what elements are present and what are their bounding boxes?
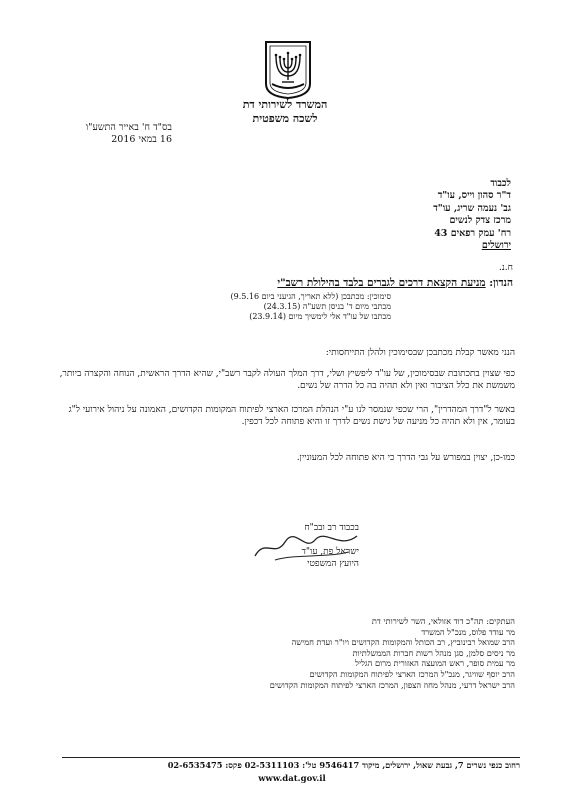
signature-title: היועץ המשפטי: [307, 559, 359, 569]
copy-recipient: מר עמית סופר, ראש המועצה האזורית מרום הגליל: [355, 658, 515, 669]
signature-closing: בכבוד רב ובב"ח: [304, 523, 359, 533]
reference-item: מכתבי מיום ד' בניסן תשע"ה (24.3.15): [263, 302, 391, 311]
letter-date: [32, 122, 172, 146]
addressee-block: [291, 178, 511, 252]
copy-recipient: תה"כ דוד אזולאי, השר לשירותי דת: [371, 616, 484, 626]
footer-divider: [62, 757, 520, 758]
copy-recipient: הרב ישראל דרעי, מנהל מחוז הצפון, המרכז הארצי לפיתוח המקומות הקדושים: [269, 679, 515, 690]
date-hebrew: בס"ד ח' באייר התשע"ו: [85, 122, 172, 133]
addressee-to: לכבוד: [490, 178, 511, 189]
addressee-line3: מרכז צדק לנשים: [449, 215, 511, 227]
ministry-name: המשרד לשירותי דת: [242, 98, 328, 111]
body-paragraph-3: באשר ל"דרך המהדרין", הרי שכפי שנמסר לנו ע"י הנהלת המרכז הארצי לפיתוח המקומות הקדושים, האמונה על ניהול אירועי ל"ג בעומר, אין ולא תהיה כל מניעה של גישת נשים לדרך זו והיא פתוחה לכל דכפין.: [68, 405, 515, 427]
addressee-line4: רח' עמק רפאים 43: [434, 227, 511, 239]
body-paragraph-2: כפי שצוין בתכתובת שבסימוכין, של עו"ד ליפשיץ ושלי, דרך המלך העולה לקבר רשב"י, שהיא הדרך הראשית, הנוחה והקצרה ביותר, משמשת את כלל הציבור ואין ולא תהיה בה כל הדרה של נשים.: [59, 369, 515, 391]
copy-recipient: הרב יוסף שוויגר, מנכ"ל המרכז הארצי לפיתוח המקומות הקדושים: [309, 668, 515, 679]
copies-block: [75, 616, 515, 690]
reference-item: סימוכין: מכתבכן (ללא תאריך, הגיעני ביום 9.5.16): [230, 292, 391, 301]
footer-address: רחוב כנפי נשרים 7, גבעת שאול, ירושלים, מיקוד 9546417 טל': 02-5311103 פקס: 02-6535475: [167, 760, 520, 770]
reference-item: מכתבו של עו"ד אלי לימשיך מיום (23.9.14): [249, 312, 391, 321]
handwritten-signature: [245, 528, 365, 564]
signature-name: ישראל פת, עו"ד: [301, 547, 359, 557]
greeting: ח.נ.: [499, 263, 513, 273]
department-name: לשכה משפטית: [252, 112, 318, 125]
ministry-header: [180, 98, 390, 126]
subject-line: [113, 277, 513, 289]
addressee-line1: ד"ר סהון וייס, עו"ד: [437, 190, 511, 202]
copy-recipient: מר עודד פלוס, מנכ"ל המשרד: [421, 626, 515, 637]
date-gregorian: 16 במאי 2016: [111, 134, 172, 145]
subject-text: מניעת הקצאת דרכים לגברים בלבד בהילולת רשב"י: [277, 277, 486, 289]
body-paragraph-1: הנני מאשר קבלת מכתבכן שבסימוכין ולהלן התייחסותי:: [325, 348, 515, 358]
addressee-line2: גב' נעמה שריג, עו"ד: [433, 202, 511, 214]
body-paragraph-4: כמו-כן, יצוין במפורש על גבי הדרך כי היא פתוחה לכל המעוניין.: [296, 453, 515, 463]
copy-recipient: מר ניסים סלמן, סגן מנהל רשות חברות הממשלתיות: [352, 647, 515, 658]
state-emblem-logo: [262, 40, 314, 100]
subject-label: הנדון:: [489, 277, 513, 289]
copy-recipient: הרב שמואל רבינוביץ, רב הכותל והמקומות הקדושים ויו"ר ועדת חמישה: [291, 637, 515, 648]
footer-website-link[interactable]: www.dat.gov.il: [258, 774, 326, 784]
copies-label: העתקים:: [486, 616, 515, 626]
addressee-city: ירושלים: [481, 240, 511, 252]
references-block: [151, 292, 391, 322]
